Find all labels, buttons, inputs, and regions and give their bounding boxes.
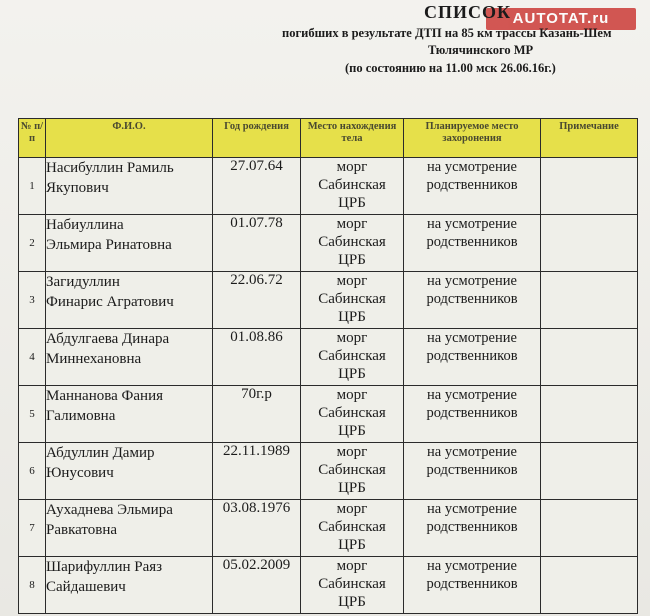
row-note — [541, 329, 638, 386]
row-place-line-3: ЦРБ — [338, 195, 366, 211]
row-burial-line-2: родственников — [426, 576, 518, 592]
row-name-line-1: Насибуллин Рамиль — [46, 160, 174, 176]
row-burial-line-1: на усмотрение — [427, 387, 517, 403]
row-full-name — [46, 272, 213, 329]
row-name-line-2: Якупович — [46, 180, 109, 196]
row-number: 1 — [19, 158, 46, 215]
row-burial-place — [404, 158, 541, 215]
heading-line-2: Тюлячинского МР — [428, 43, 534, 57]
row-place-line-3: ЦРБ — [338, 423, 366, 439]
row-place-line-1: морг — [336, 444, 368, 460]
row-note — [541, 215, 638, 272]
table-header-row — [19, 119, 638, 158]
row-name-line-2: Финарис Агратович — [46, 294, 174, 310]
row-burial-line-2: родственников — [426, 177, 518, 193]
row-place-line-1: морг — [336, 387, 368, 403]
row-body-location — [301, 443, 404, 500]
row-place-line-2: Сабинская — [318, 519, 386, 535]
table-row — [19, 443, 638, 500]
row-body-location — [301, 557, 404, 614]
row-place-line-3: ЦРБ — [338, 480, 366, 496]
header-burial: Планируемое место захоронения — [404, 119, 541, 158]
row-place-line-2: Сабинская — [318, 462, 386, 478]
document-title: СПИСОК — [424, 2, 512, 22]
row-burial-line-1: на усмотрение — [427, 273, 517, 289]
row-name-line-1: Аухаднева Эльмира — [46, 502, 173, 518]
row-burial-place — [404, 500, 541, 557]
row-birth-date: 22.06.72 — [213, 272, 301, 329]
row-place-line-1: морг — [336, 216, 368, 232]
header-note: Примечание — [541, 119, 638, 158]
table-row — [19, 557, 638, 614]
heading-line-1: погибших в результате ДТП на 85 км трассы Казань-Шем — [282, 26, 612, 40]
row-birth-date: 22.11.1989 — [213, 443, 301, 500]
row-name-line-1: Абдулгаева Динара — [46, 331, 170, 347]
row-birth-date: 03.08.1976 — [213, 500, 301, 557]
table-row — [19, 272, 638, 329]
row-full-name — [46, 158, 213, 215]
row-birth-date: 01.07.78 — [213, 215, 301, 272]
row-place-line-3: ЦРБ — [338, 537, 366, 553]
row-full-name — [46, 557, 213, 614]
row-full-name — [46, 386, 213, 443]
table-row — [19, 386, 638, 443]
row-place-line-1: морг — [336, 330, 368, 346]
row-place-line-2: Сабинская — [318, 234, 386, 250]
row-place-line-2: Сабинская — [318, 348, 386, 364]
row-note — [541, 158, 638, 215]
row-full-name — [46, 500, 213, 557]
row-note — [541, 386, 638, 443]
row-name-line-1: Абдуллин Дамир — [46, 445, 155, 461]
row-place-line-2: Сабинская — [318, 405, 386, 421]
row-burial-place — [404, 386, 541, 443]
row-place-line-2: Сабинская — [318, 291, 386, 307]
row-body-location — [301, 329, 404, 386]
row-burial-line-1: на усмотрение — [427, 216, 517, 232]
row-place-line-1: морг — [336, 558, 368, 574]
row-birth-date: 27.07.64 — [213, 158, 301, 215]
table-row — [19, 158, 638, 215]
row-full-name — [46, 329, 213, 386]
row-name-line-2: Сайдашевич — [46, 579, 126, 595]
row-birth-date: 70г.р — [213, 386, 301, 443]
row-burial-line-1: на усмотрение — [427, 330, 517, 346]
row-body-location — [301, 272, 404, 329]
row-name-line-1: Набиуллина — [46, 217, 124, 233]
row-note — [541, 500, 638, 557]
row-body-location — [301, 158, 404, 215]
row-place-line-3: ЦРБ — [338, 309, 366, 325]
row-burial-line-1: на усмотрение — [427, 558, 517, 574]
row-place-line-2: Сабинская — [318, 576, 386, 592]
row-body-location — [301, 215, 404, 272]
row-name-line-2: Миннехановна — [46, 351, 142, 367]
row-name-line-2: Равкатовна — [46, 522, 118, 538]
heading-line-3: (по состоянию на 11.00 мск 26.06.16г.) — [345, 61, 556, 75]
table-row — [19, 329, 638, 386]
row-name-line-1: Маннанова Фания — [46, 388, 163, 404]
row-burial-line-2: родственников — [426, 291, 518, 307]
row-burial-line-2: родственников — [426, 519, 518, 535]
row-name-line-1: Загидуллин — [46, 274, 120, 290]
row-name-line-2: Юнусович — [46, 465, 114, 481]
row-note — [541, 272, 638, 329]
row-name-line-1: Шарифуллин Раяз — [46, 559, 163, 575]
row-number: 8 — [19, 557, 46, 614]
row-place-line-1: морг — [336, 273, 368, 289]
row-note — [541, 557, 638, 614]
row-burial-line-1: на усмотрение — [427, 501, 517, 517]
row-burial-line-2: родственников — [426, 405, 518, 421]
table-row — [19, 500, 638, 557]
row-number: 4 — [19, 329, 46, 386]
row-burial-place — [404, 557, 541, 614]
row-burial-place — [404, 443, 541, 500]
row-number: 6 — [19, 443, 46, 500]
row-burial-line-1: на усмотрение — [427, 159, 517, 175]
row-burial-line-2: родственников — [426, 234, 518, 250]
row-burial-line-2: родственников — [426, 462, 518, 478]
row-full-name — [46, 443, 213, 500]
row-full-name — [46, 215, 213, 272]
row-place-line-2: Сабинская — [318, 177, 386, 193]
row-number: 3 — [19, 272, 46, 329]
row-burial-line-2: родственников — [426, 348, 518, 364]
row-birth-date: 05.02.2009 — [213, 557, 301, 614]
row-name-line-2: Галимовна — [46, 408, 116, 424]
row-burial-place — [404, 272, 541, 329]
header-name: Ф.И.О. — [46, 119, 213, 158]
row-body-location — [301, 386, 404, 443]
table-row — [19, 215, 638, 272]
row-birth-date: 01.08.86 — [213, 329, 301, 386]
row-body-location — [301, 500, 404, 557]
row-place-line-1: морг — [336, 501, 368, 517]
row-place-line-1: морг — [336, 159, 368, 175]
victims-table — [18, 118, 638, 614]
row-number: 5 — [19, 386, 46, 443]
row-place-line-3: ЦРБ — [338, 252, 366, 268]
row-place-line-3: ЦРБ — [338, 366, 366, 382]
row-name-line-2: Эльмира Ринатовна — [46, 237, 172, 253]
row-number: 2 — [19, 215, 46, 272]
row-number: 7 — [19, 500, 46, 557]
row-burial-place — [404, 215, 541, 272]
header-place: Место нахождения тела — [301, 119, 404, 158]
row-place-line-3: ЦРБ — [338, 594, 366, 610]
row-burial-line-1: на усмотрение — [427, 444, 517, 460]
header-num: № п/п — [19, 119, 46, 158]
site-watermark: AUTOTAT.ru — [486, 8, 636, 30]
row-note — [541, 443, 638, 500]
row-burial-place — [404, 329, 541, 386]
header-birth: Год рождения — [213, 119, 301, 158]
